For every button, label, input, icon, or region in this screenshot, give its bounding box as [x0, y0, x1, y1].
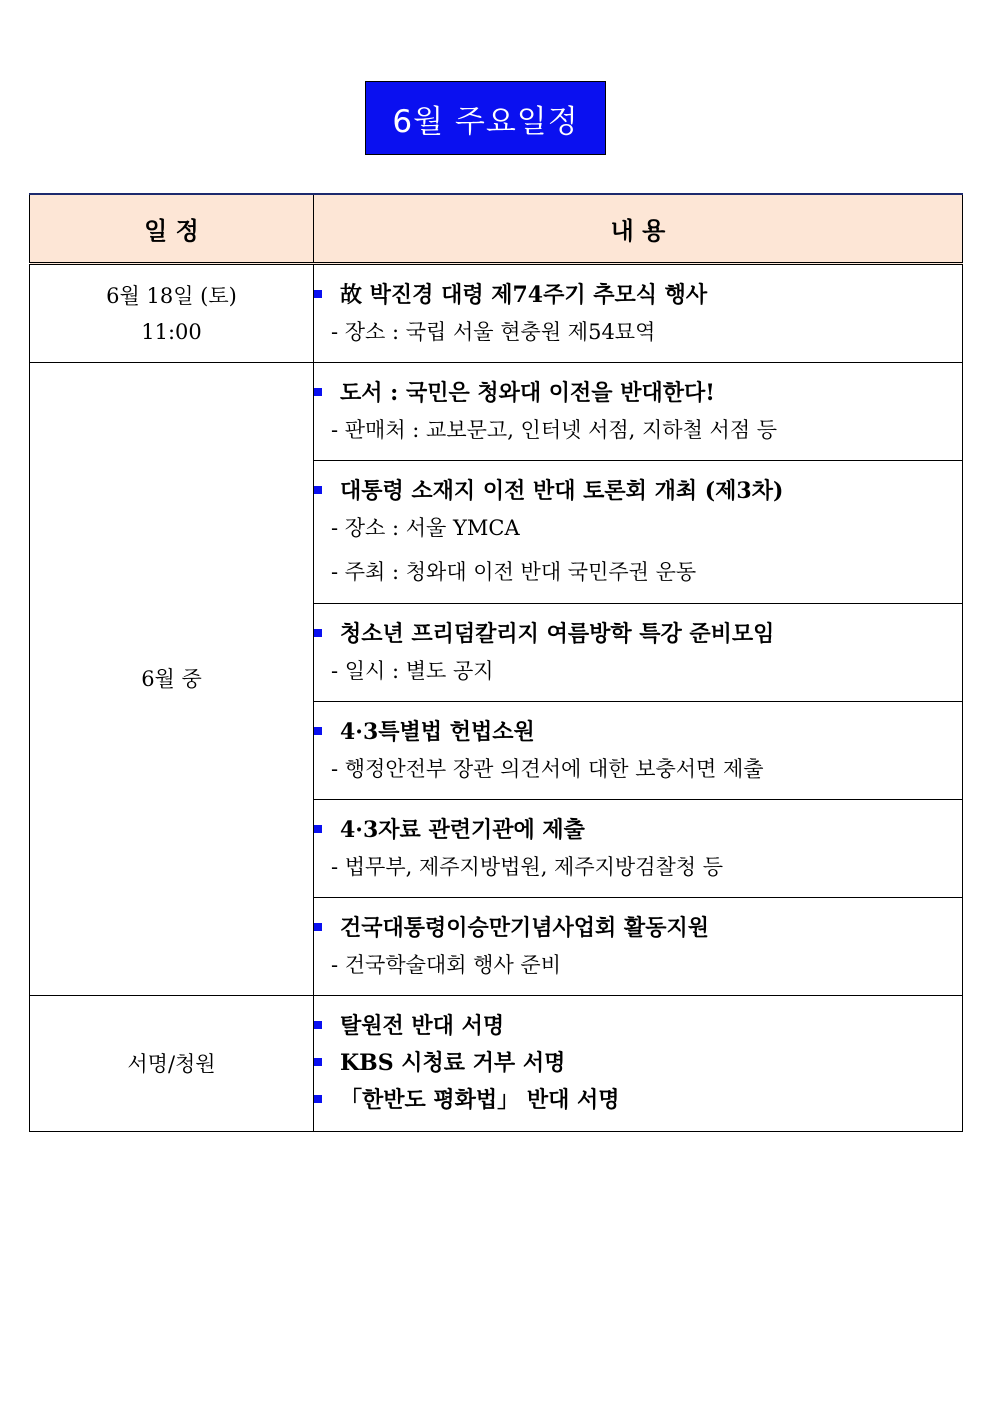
item-text: 건국대통령이승만기념사업회 활동지원: [340, 914, 709, 941]
schedule-table: [29, 193, 963, 1132]
list-item: [314, 812, 962, 849]
sub-item: - 주최 : 청와대 이전 반대 국민주권 운동: [331, 560, 697, 584]
item-text: 4·3자료 관련기관에 제출: [340, 816, 585, 843]
content-cell: [314, 898, 963, 996]
sub-item: - 건국학술대회 행사 준비: [331, 952, 561, 977]
time-line: 11:00: [141, 319, 202, 344]
item-text: 故 박진경 대령 제74주기 추모식 행사: [340, 281, 708, 308]
item-text: KBS 시청료 거부 서명: [340, 1050, 566, 1076]
list-item: [314, 1082, 962, 1119]
sub-item: - 일시 : 별도 공지: [331, 658, 494, 683]
date-cell: [30, 996, 314, 1132]
content-cell: [314, 604, 963, 702]
date-cell: [30, 363, 314, 996]
square-bullet-icon: [314, 629, 322, 637]
item-text: 도서 : 국민은 청와대 이전을 반대한다!: [340, 379, 715, 406]
content-cell: [314, 702, 963, 800]
date-line: 6월 중: [141, 667, 202, 691]
square-bullet-icon: [314, 1021, 322, 1029]
content-cell: [314, 996, 963, 1132]
date-line: 6월 18일 (토): [106, 283, 237, 308]
list-item: [314, 473, 962, 510]
square-bullet-icon: [314, 1095, 322, 1103]
sub-item: - 판매처 : 교보문고, 인터넷 서점, 지하철 서점 등: [331, 417, 778, 442]
item-text: 4·3특별법 헌법소원: [340, 718, 535, 745]
sub-item: - 법무부, 제주지방법원, 제주지방검찰청 등: [331, 854, 724, 879]
table-row: [30, 996, 963, 1132]
header-content: 내 용: [314, 194, 963, 264]
content-cell: [314, 264, 963, 363]
list-item: [314, 1008, 962, 1045]
list-item: [314, 375, 962, 412]
square-bullet-icon: [314, 825, 322, 833]
item-text: 「한반도 평화법」 반대 서명: [340, 1087, 620, 1113]
date-cell: [30, 264, 314, 363]
list-item: [314, 616, 962, 653]
sub-item: - 행정안전부 장관 의견서에 대한 보충서면 제출: [331, 756, 764, 781]
content-cell: [314, 461, 963, 604]
list-item: [314, 277, 962, 314]
item-text: 대통령 소재지 이전 반대 토론회 개최 (제3차): [340, 478, 784, 504]
item-text: 청소년 프리덤칼리지 여름방학 특강 준비모임: [340, 620, 775, 647]
table-row: [30, 264, 963, 363]
item-text: 탈원전 반대 서명: [340, 1013, 505, 1039]
table-row: [30, 363, 963, 461]
square-bullet-icon: [314, 290, 322, 298]
square-bullet-icon: [314, 727, 322, 735]
content-cell: [314, 363, 963, 461]
square-bullet-icon: [314, 486, 322, 494]
square-bullet-icon: [314, 923, 322, 931]
header-date: 일 정: [30, 194, 314, 264]
page-title: 6월 주요일정: [365, 81, 606, 155]
square-bullet-icon: [314, 388, 322, 396]
sub-item: - 장소 : 국립 서울 현충원 제54묘역: [331, 319, 656, 344]
square-bullet-icon: [314, 1058, 322, 1066]
list-item: [314, 1045, 962, 1082]
list-item: [314, 910, 962, 947]
list-item: [314, 714, 962, 751]
sub-item: - 장소 : 서울 YMCA: [331, 516, 520, 540]
content-cell: [314, 800, 963, 898]
date-line: 서명/청원: [127, 1051, 216, 1076]
table-header-row: [30, 194, 963, 264]
